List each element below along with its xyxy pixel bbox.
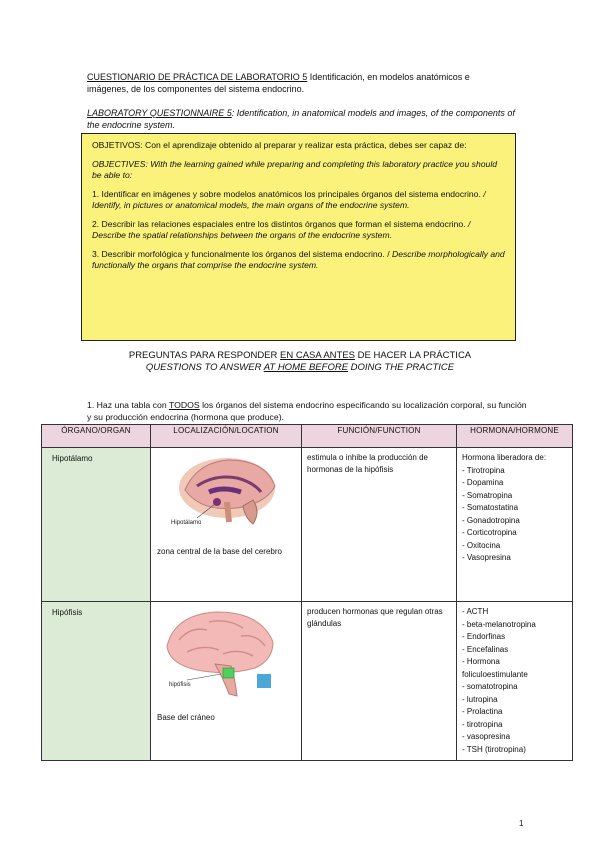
title-es-underlined: CUESTIONARIO DE PRÁCTICA DE LABORATORIO 5 xyxy=(87,72,308,82)
list-item: - tirotropina xyxy=(462,719,503,729)
objective-en: / Identify, in pictures or anatomical models, the main organs of the endocrine system. xyxy=(92,188,486,210)
list-item: - vasopresina xyxy=(462,732,511,741)
q1-underlined: TODOS xyxy=(168,400,200,410)
brain-hypothalamus-image xyxy=(157,452,287,536)
objectives-intro-en: OBJECTIVES: With the learning gained while preparing and completing this laboratory practice you should be able to: xyxy=(92,158,498,180)
questions-heading xyxy=(120,350,480,374)
qh-part: DE HACER LA PRÁCTICA xyxy=(355,350,472,361)
hormone-cell xyxy=(457,602,573,761)
location-text: Base del cráneo xyxy=(157,713,215,722)
question-1 xyxy=(87,400,527,423)
objective-es: 3. Describir morfológica y funcionalmente los órganos del sistema endocrino. / xyxy=(92,248,390,259)
list-item: - Oxitocina xyxy=(462,540,501,550)
list-item: - Gonadotropina xyxy=(462,515,520,525)
image-label: Hipotálamo xyxy=(171,520,202,526)
list-item: - Prolactina xyxy=(462,707,503,716)
objective-item xyxy=(92,189,505,212)
list-item: - Somatropina xyxy=(462,490,513,500)
list-item: - beta-melanotropina xyxy=(462,619,536,629)
q1-pre: 1. Haz una tabla con xyxy=(87,400,169,410)
function-cell: estimula o inhibe la producción de hormonas de la hipófisis xyxy=(302,448,457,602)
image-label: hipófisis xyxy=(169,682,191,688)
hormone-cell xyxy=(457,448,573,602)
list-item: - lutropina xyxy=(462,694,498,704)
list-item: - Tirotropina xyxy=(462,465,505,475)
objective-es: 1. Identificar en imágenes y sobre modelos anatómicos los principales órganos del sistema endocrino. xyxy=(92,188,481,199)
header-function: FUNCIÓN/FUNCTION xyxy=(302,425,457,448)
hormone-list xyxy=(462,465,567,565)
hormone-title: Hormona liberadora de: xyxy=(462,453,547,462)
table-row xyxy=(42,602,573,761)
title-en-rest: : Identification, in anatomical models and images, of the components of the endocrine system. xyxy=(87,108,515,130)
title-en-underlined: LABORATORY QUESTIONNAIRE 5 xyxy=(87,108,232,118)
list-item: - Encefalinas xyxy=(462,644,509,654)
objective-item xyxy=(92,219,505,242)
objective-item xyxy=(92,249,505,272)
location-cell xyxy=(151,602,302,761)
page-number: 1 xyxy=(519,819,524,828)
title-es-rest: Identificación, en modelos anatómicos e imágenes, de los componentes del sistema endocrino. xyxy=(87,72,470,94)
header-location: LOCALIZACIÓN/LOCATION xyxy=(151,425,302,448)
q1-post: los órganos del sistema endocrino especificando su localización corporal, su función y su producción endocrina (hormona que produce). xyxy=(87,400,527,422)
list-item: - Dopamina xyxy=(462,478,504,487)
qh-underlined-italic: AT HOME BEFORE xyxy=(263,362,349,373)
title-en xyxy=(87,107,517,131)
brain-pituitary-image xyxy=(157,606,287,702)
header-hormone: HORMONA/HORMONE xyxy=(457,425,573,448)
table-header-row xyxy=(42,425,573,448)
list-item: - Vasopresina xyxy=(462,553,511,562)
qh-italic: DOING THE PRACTICE xyxy=(348,362,455,373)
objectives-intro-es: OBJETIVOS: Con el aprendizaje obtenido al preparar y realizar esta práctica, debes ser capaz de: xyxy=(92,140,467,150)
list-item: - Corticotropina xyxy=(462,528,517,537)
list-item: - Somatostatina xyxy=(462,503,519,512)
organ-cell: Hipófisis xyxy=(42,602,151,761)
table-row xyxy=(42,448,573,602)
title-es xyxy=(87,71,507,95)
function-cell: producen hormonas que regulan otras glándulas xyxy=(302,602,457,761)
endocrine-table xyxy=(41,424,573,761)
objective-es: 2. Describir las relaciones espaciales entre los distintos órganos que forman el sistema endocrino. xyxy=(92,218,468,229)
organ-cell: Hipotálamo xyxy=(42,448,151,602)
objective-en: Describe morphologically and functionally the organs that comprise the endocrine system. xyxy=(92,248,505,270)
location-cell xyxy=(151,448,302,602)
header-organ: ÓRGANO/ORGAN xyxy=(42,425,151,448)
list-item: - somatotropina xyxy=(462,682,518,691)
hormone-list xyxy=(462,606,567,756)
qh-part: PREGUNTAS PARA RESPONDER xyxy=(128,350,281,361)
list-item: - TSH (tirotropina) xyxy=(462,744,526,754)
qh-italic: QUESTIONS TO ANSWER xyxy=(145,362,264,373)
location-text: zona central de la base del cerebro xyxy=(157,547,282,556)
list-item: - ACTH xyxy=(462,607,489,616)
list-item: - Hormona foliculoestimulante xyxy=(462,657,528,679)
objective-en: / Describe the spatial relationships between the organs of the endocrine system. xyxy=(92,218,471,240)
qh-underlined: EN CASA ANTES xyxy=(280,350,355,361)
list-item: - Endorfinas xyxy=(462,632,506,641)
objectives-box xyxy=(81,133,516,341)
